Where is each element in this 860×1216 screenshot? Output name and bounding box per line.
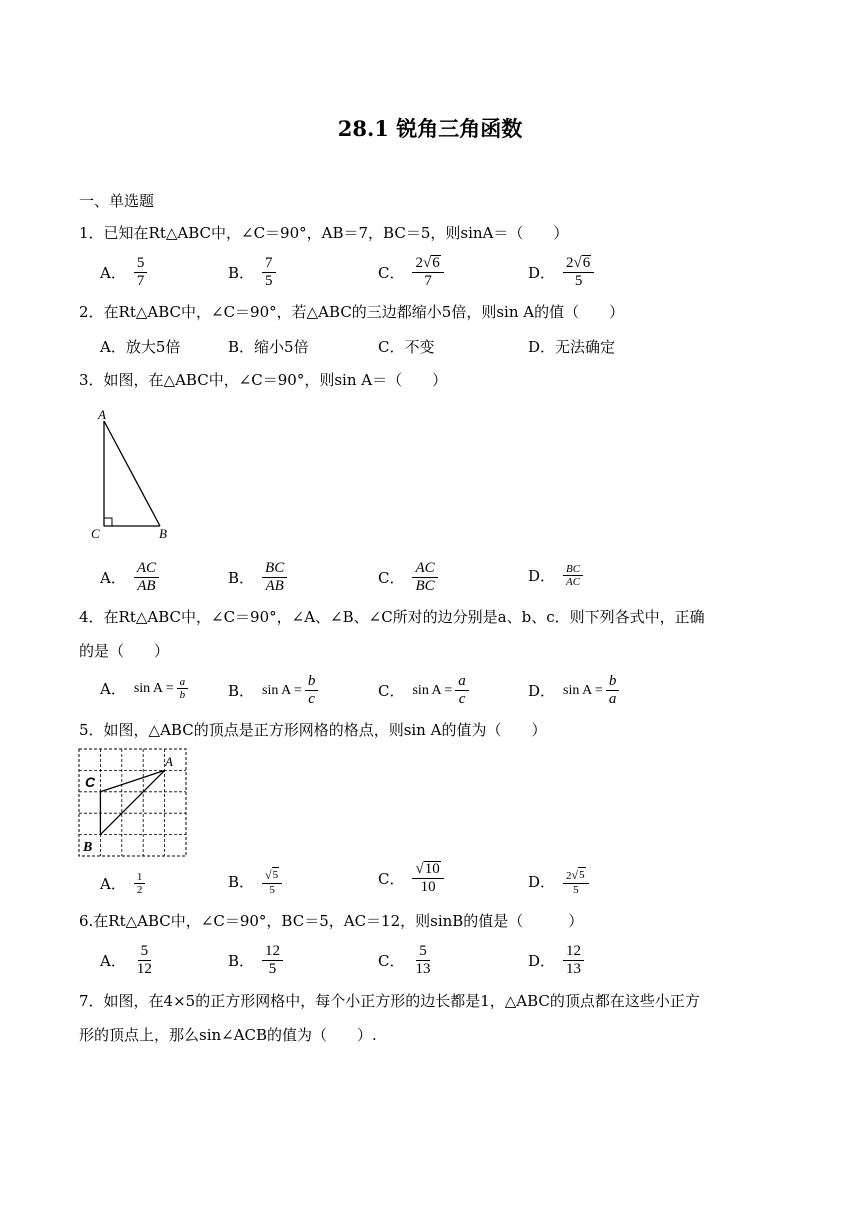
q3-option-a: [100, 560, 159, 595]
q4-option-c: [378, 673, 469, 708]
frac-den: 5: [268, 961, 277, 977]
q1-option-d: D． 2 √ 6 5: [528, 255, 594, 290]
q4-option-d: [528, 673, 619, 708]
q6-option-c: [378, 943, 433, 978]
question-2-stem: 2．在Rt△ABC中，∠C＝90°，若△ABC的三边都缩小5倍，则sin A的值（ ）: [79, 303, 625, 321]
frac-num: 1: [134, 871, 146, 884]
q3-option-d: [528, 563, 583, 588]
option-label: D．: [528, 682, 556, 700]
option-label: A．: [100, 680, 126, 698]
question-4-stem-line1: 4．在Rt△ABC中，∠C＝90°，∠A、∠B、∠C所对的边分别是a、b、c．则下列各式中，正确: [79, 608, 705, 626]
q2-option-b: B．缩小5倍: [228, 338, 309, 356]
coef: 2: [566, 870, 572, 882]
frac-den: 2: [136, 884, 143, 896]
coef: 2: [415, 255, 423, 271]
option-label: C．: [378, 264, 405, 282]
frac-den: 5: [574, 273, 583, 289]
radicand: 10: [424, 861, 440, 877]
option-label: B．: [228, 264, 255, 282]
radicand: 6: [582, 255, 591, 271]
option-label: D．: [528, 567, 556, 585]
option-label: A．: [100, 569, 126, 587]
frac-num: AC: [412, 560, 437, 578]
q5-grid-figure: [77, 747, 189, 859]
vertex-label-a: A: [165, 754, 173, 769]
option-label: D．: [528, 264, 556, 282]
frac-den: 7: [424, 273, 432, 289]
expr-lhs: sin A =: [262, 682, 302, 698]
radicand: 6: [432, 255, 440, 271]
frac-num: BC: [262, 560, 287, 578]
q3-triangle-figure: [88, 405, 188, 545]
q2-option-c: C．不变: [378, 338, 435, 356]
q5-option-b: B． √ 5 5: [228, 867, 282, 896]
q5-option-d: D． 2 √ 5 5: [528, 867, 589, 896]
frac-num: 7: [262, 255, 276, 273]
frac-num: BC: [563, 563, 583, 576]
option-label: D．: [528, 873, 556, 891]
option-label: C．: [378, 682, 405, 700]
question-7-stem-line1: 7．如图，在4×5的正方形网格中，每个小正方形的边长都是1，△ABC的顶点都在这些小正方: [79, 992, 700, 1010]
frac-den: AC: [566, 576, 581, 588]
question-6-stem: 6.在Rt△ABC中，∠C＝90°，BC＝5，AC＝12，则sinB的值是（ ）: [79, 912, 584, 930]
q5-option-c: C． √ 10 10: [378, 861, 444, 896]
vertex-label-b: B: [159, 526, 167, 541]
coef: 2: [566, 255, 574, 271]
frac-den: 13: [566, 961, 582, 977]
question-7-stem-line2: 形的顶点上，那么sin∠ACB的值为（ ）.: [79, 1026, 377, 1044]
q6-option-a: [100, 943, 155, 978]
frac-num: 5: [416, 943, 430, 961]
frac-num: a: [177, 676, 189, 689]
question-3-stem: 3．如图，在△ABC中，∠C＝90°，则sin A＝（ ）: [79, 371, 448, 389]
frac-den: 13: [415, 961, 431, 977]
vertex-label-c: C: [91, 526, 100, 541]
section-heading: 一、单选题: [79, 192, 155, 210]
question-4-stem-line2: 的是（ ）: [79, 642, 170, 660]
option-label: C．: [378, 870, 405, 888]
q3-option-b: [228, 560, 287, 595]
expr-lhs: sin A =: [133, 680, 174, 696]
frac-num: a: [455, 673, 469, 691]
question-1-stem: 1．已知在Rt△ABC中，∠C＝90°，AB＝7，BC＝5，则sinA＝（ ）: [79, 224, 569, 242]
frac-den: a: [608, 691, 617, 707]
frac-den: 7: [136, 273, 145, 289]
option-label: B．: [228, 569, 255, 587]
q1-option-b: [228, 255, 276, 290]
frac-num: 12: [563, 943, 584, 961]
frac-den: 10: [420, 879, 436, 895]
q2-option-a: A．放大5倍: [100, 338, 181, 356]
q6-option-d: [528, 943, 584, 978]
frac-num: 5: [134, 255, 148, 273]
frac-den: b: [179, 689, 186, 701]
radicand: 5: [579, 869, 585, 881]
q6-option-b: [228, 943, 283, 978]
frac-num: AC: [134, 560, 159, 578]
option-label: A．: [100, 264, 126, 282]
question-5-stem: 5．如图，△ABC的顶点是正方形网格的格点，则sin A的值为（ ）: [79, 721, 547, 739]
q1-option-c: C． 2 √ 6 7: [378, 255, 444, 290]
option-label: A．: [100, 952, 126, 970]
option-label: C．: [378, 569, 405, 587]
frac-den: 5: [573, 884, 579, 896]
option-label: C．: [378, 952, 405, 970]
frac-den: 12: [136, 961, 152, 977]
radicand: 5: [272, 869, 279, 881]
option-label: B．: [228, 952, 255, 970]
vertex-label-b: B: [83, 840, 93, 855]
frac-num: 5: [138, 943, 152, 961]
q4-option-a: [100, 676, 188, 701]
frac-num: b: [305, 673, 319, 691]
frac-den: 5: [265, 273, 273, 289]
frac-den: AB: [265, 578, 284, 594]
frac-num: b: [606, 673, 620, 691]
option-label: D．: [528, 952, 556, 970]
option-label: B．: [228, 873, 255, 891]
q4-option-b: [228, 673, 318, 708]
frac-den: AB: [137, 578, 156, 594]
frac-den: 5: [269, 884, 275, 896]
frac-num: 12: [262, 943, 283, 961]
q3-option-c: [378, 560, 438, 595]
frac-den: BC: [415, 578, 435, 594]
expr-lhs: sin A =: [412, 682, 453, 698]
option-label: B．: [228, 682, 255, 700]
q2-option-d: D．无法确定: [528, 338, 616, 356]
expr-lhs: sin A =: [563, 682, 603, 698]
option-label: A．: [100, 875, 126, 893]
vertex-label-a: A: [98, 407, 106, 422]
frac-den: c: [458, 691, 466, 707]
page-title: 28.1 锐角三角函数: [337, 116, 523, 141]
q5-option-a: [100, 871, 145, 896]
frac-den: c: [308, 691, 315, 707]
vertex-label-c: C: [85, 774, 96, 790]
q1-option-a: [100, 255, 147, 290]
